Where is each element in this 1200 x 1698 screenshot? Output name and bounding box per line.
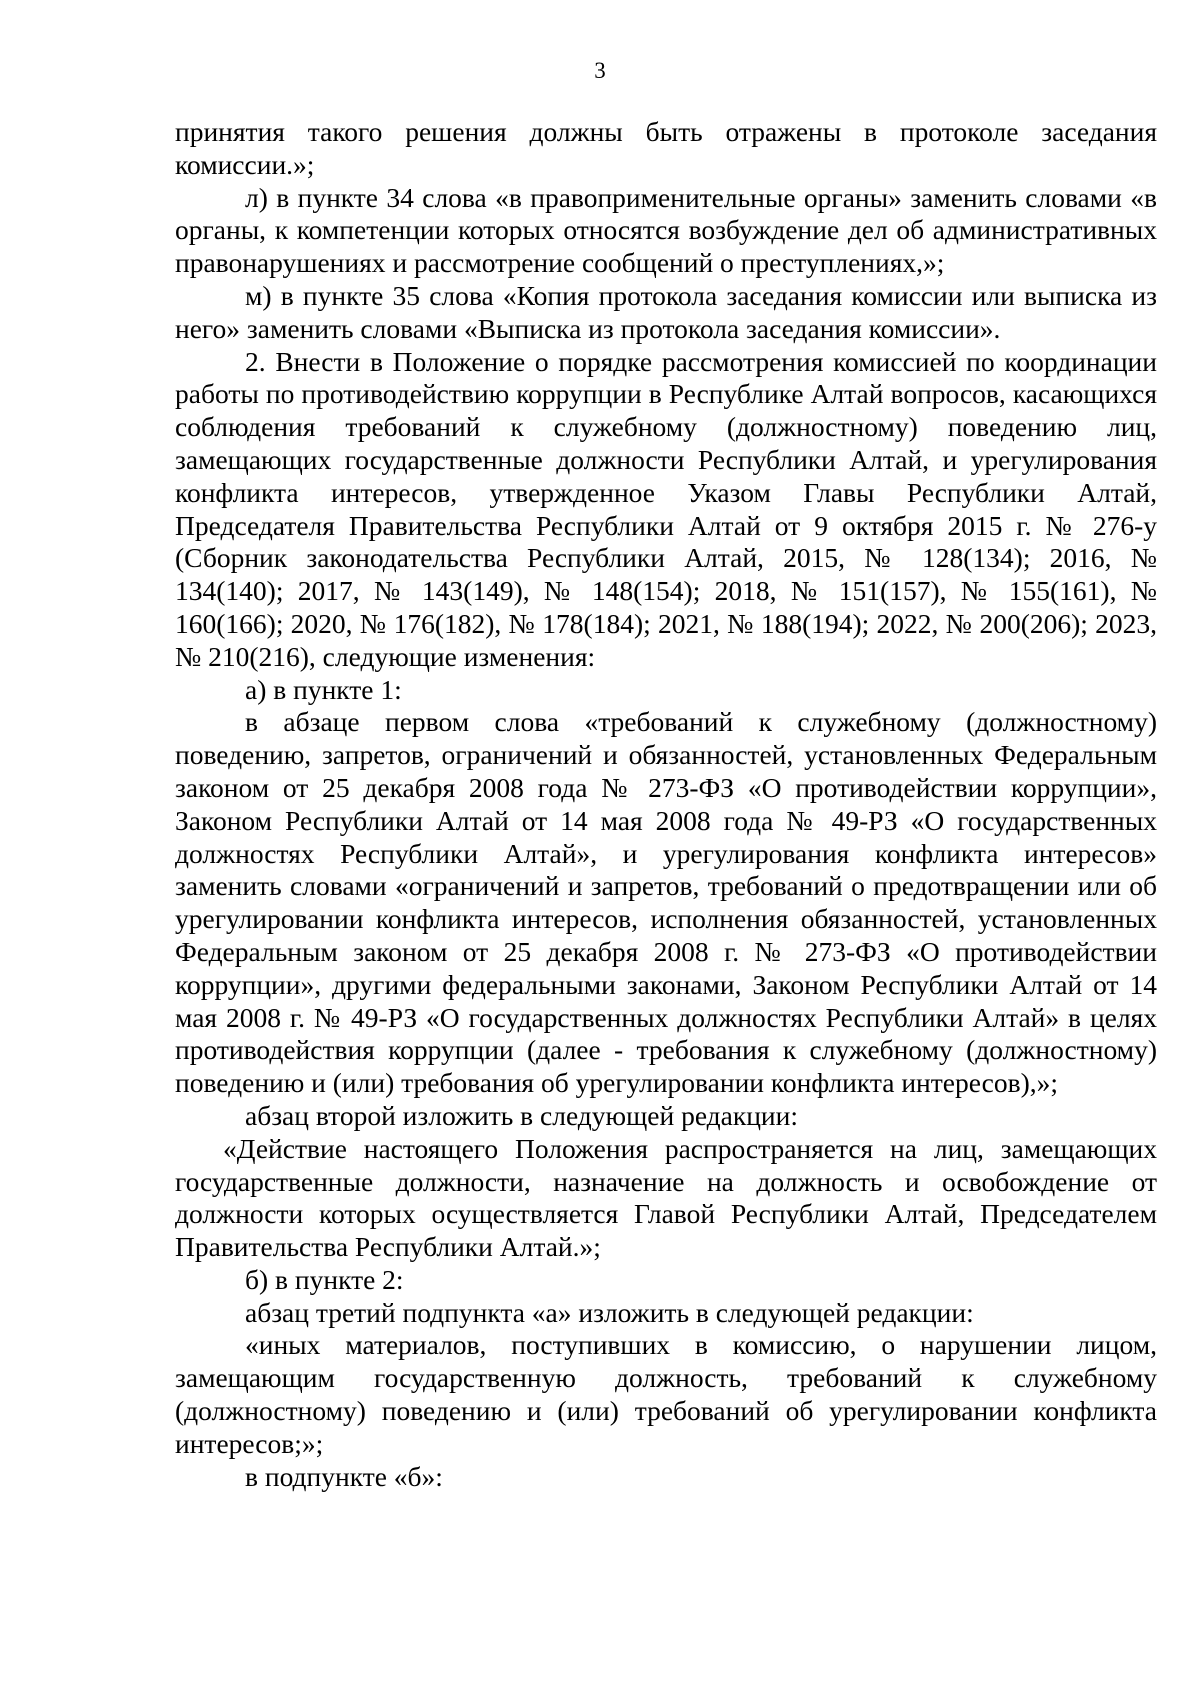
paragraph-abzats-second: абзац второй изложить в следующей редакции:	[245, 1099, 799, 1131]
page-number: 3	[594, 58, 606, 83]
paragraph-item-b: б) в пункте 2:	[245, 1263, 404, 1295]
document-body	[175, 116, 1157, 1493]
paragraph-abzats-third: абзац третий подпункта «а» изложить в следующей редакции:	[245, 1296, 974, 1328]
paragraph-section-2: 2. Внести в Положение о порядке рассмотрения комиссией по координации работы по противодействию коррупции в Республике Алтай вопросов, касающихся соблюдения требований к служебному (должностному) поведению лиц, замещающих государственные должности Республики Алтай, и урегулирования конфликта интересов, утвержденное Указом Главы Республики Алтай, Председателя Правительства Республики Алтай от 9 октября 2015 г. № 276-у (Сборник законодательства Республики Алтай, 2015, № 128(134); 2016, № 134(140); 2017, № 143(149), № 148(154); 2018, № 151(157), № 155(161), № 160(166); 2020, № 176(182), № 178(184); 2021, № 188(194); 2022, № 200(206); 2023, № 210(216), следующие изменения:	[175, 345, 1157, 672]
paragraph-item-m: м) в пункте 35 слова «Копия протокола заседания комиссии или выписка из него» заменить словами «Выписка из протокола заседания комиссии».	[175, 279, 1157, 344]
paragraph-quoted-materials: «иных материалов, поступивших в комиссию, о нарушении лицом, замещающим государственную должность, требований к служебному (должностному) поведению и (или) требований об урегулировании конфликта интересов;»;	[175, 1329, 1157, 1459]
paragraph-subitem-b: в подпункте «б»:	[245, 1460, 443, 1492]
paragraph-item-a: а) в пункте 1:	[245, 673, 402, 705]
paragraph-continuation: принятия такого решения должны быть отражены в протоколе заседания комиссии.»;	[175, 116, 1157, 180]
paragraph-abzats-first: в абзаце первом слова «требований к служебному (должностному) поведению, запретов, ограничений и обязанностей, установленных Федеральным законом от 25 декабря 2008 года № 273-ФЗ «О противодействии коррупции», Законом Республики Алтай от 14 мая 2008 года № 49-РЗ «О государственных должностях Республики Алтай», и урегулирования конфликта интересов» заменить словами «ограничений и запретов, требований о предотвращении или об урегулировании конфликта интересов, исполнения обязанностей, установленных Федеральным законом от 25 декабря 2008 г. № 273-ФЗ «О противодействии коррупции», другими федеральными законами, Законом Республики Алтай от 14 мая 2008 г. № 49-РЗ «О государственных должностях Республики Алтай» в целях противодействия коррупции (далее - требования к служебному (должностному) поведению и (или) требования об урегулировании конфликта интересов),»;	[175, 706, 1157, 1099]
paragraph-item-l: л) в пункте 34 слова «в правоприменительные органы» заменить словами «в органы, к компетенции которых относятся возбуждение дел об административных правонарушениях и рассмотрение сообщений о преступлениях,»;	[175, 181, 1157, 279]
paragraph-quoted-text: «Действие настоящего Положения распространяется на лиц, замещающих государственные должности, назначение на должность и освобождение от должности которых осуществляется Главой Республики Алтай, Председателем Правительства Республики Алтай.»;	[175, 1132, 1157, 1263]
